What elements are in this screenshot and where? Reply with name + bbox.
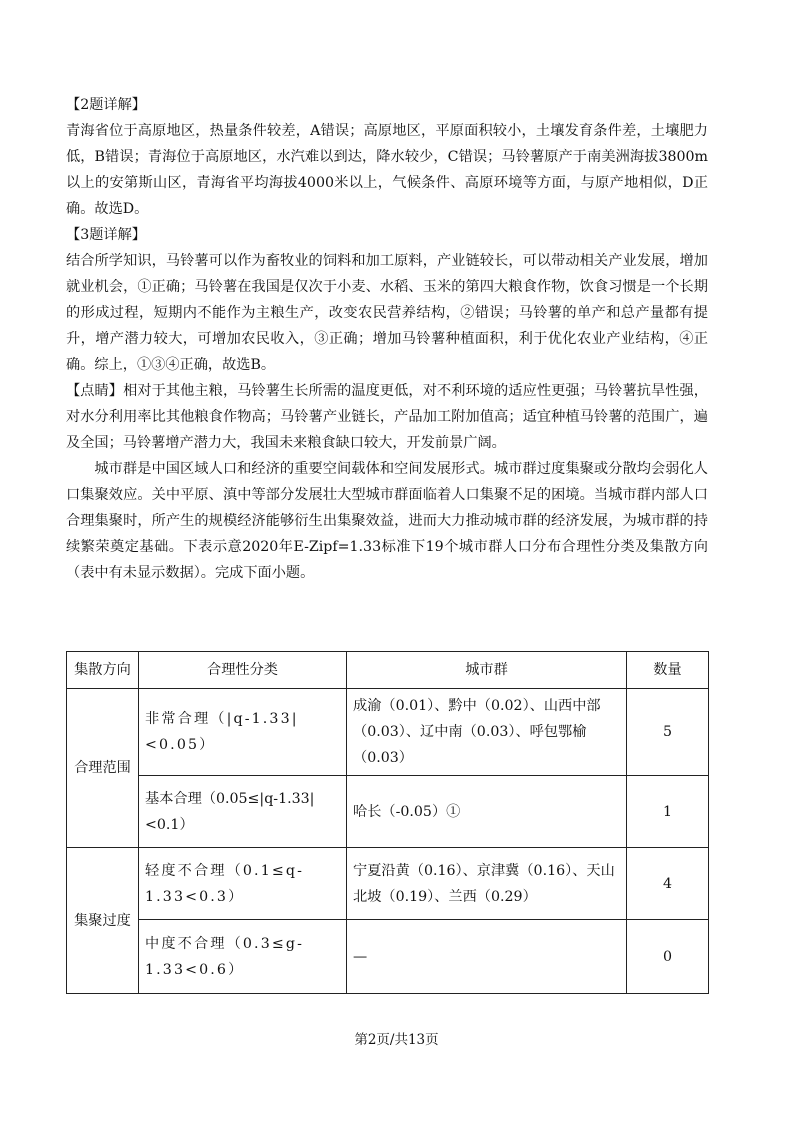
section-paragraph-3: 结合所学知识，马铃薯可以作为畜牧业的饲料和加工原料，产业链较长，可以带动相关产业发展，增加就业机会，①正确；马铃薯在我国是仅次于小麦、水稻、玉米的第四大粮食作物，饮食习惯是一个长期的形成过程，短期内不能作为主粮生产，改变农民营养结构，②错误；马铃薯的单产和总产量都有提升，增产潜力较大，可增加农民收入，③正确；增加马铃薯种植面积，利于优化农业产业结构，④正确。综上，①③④正确，故选B。 [66,253,708,373]
table-row [67,776,709,848]
city-cluster-table [66,651,709,994]
cities-cell: 成渝（0.01）、黔中（0.02）、山西中部（0.03）、辽中南（0.03）、呼包鄂榆（0.03） [347,689,627,776]
note-text: 相对于其他主粮，马铃薯生长所需的温度更低，对不利环境的适应性更强；马铃薯抗旱性强，对水分利用率比其他粮食作物高；马铃薯产业链长，产品加工附加值高；适宜种植马铃薯的范围广，遍及全国；马铃薯增产潜力大，我国未来粮食缺口较大，开发前景广阔。 [66,383,708,451]
page-number: 第2页/共13页 [354,1032,439,1048]
header-direction: 集散方向 [67,652,139,689]
table-row [67,689,709,776]
intro-paragraph: 城市群是中国区域人口和经济的重要空间载体和空间发展形式。城市群过度集聚或分散均会弱化人口集聚效应。关中平原、滇中等部分发展壮大型城市群面临着人口集聚不足的困境。当城市群内部人口合理集聚时，所产生的规模经济能够衍生出集聚效益，进而大力推动城市群的经济发展，为城市群的持续繁荣奠定基础。下表示意2020年E-Zipf=1.33标准下19个城市群人口分布合理性分类及集散方向（表中有未显示数据）。完成下面小题。 [66,461,708,581]
category-cell: 中度不合理（0.3≤g-1.33<0.6） [139,920,347,994]
count-cell: 4 [627,848,709,920]
count-cell: 1 [627,776,709,848]
header-count: 数量 [627,652,709,689]
header-cities: 城市群 [347,652,627,689]
direction-cell: 合理范围 [67,689,139,848]
count-cell: 5 [627,689,709,776]
direction-cell: 集聚过度 [67,848,139,994]
section-heading-3: 【3题详解】 [66,227,146,243]
section-paragraph-2: 青海省位于高原地区，热量条件较差，A错误；高原地区，平原面积较小，土壤发育条件差，土壤肥力低，B错误；青海位于高原地区，水汽难以到达，降水较少，C错误；马铃薯原产于南美洲海拔3800m以上的安第斯山区，青海省平均海拔4000米以上，气候条件、高原环境等方面，与原产地相似，D正确。故选D。 [66,123,708,217]
note-paragraph [66,378,708,456]
category-cell: 非常合理（|q-1.33|<0.05） [139,689,347,776]
page-body [66,92,708,586]
cities-cell: — [347,920,627,994]
cities-cell: 宁夏沿黄（0.16）、京津冀（0.16）、天山北坡（0.19）、兰西（0.29） [347,848,627,920]
table-row [67,848,709,920]
header-category: 合理性分类 [139,652,347,689]
category-cell: 轻度不合理（0.1≤q-1.33<0.3） [139,848,347,920]
count-cell: 0 [627,920,709,994]
category-cell: 基本合理（0.05≤|q-1.33|<0.1） [139,776,347,848]
table-row [67,920,709,994]
cities-cell: 哈长（-0.05）① [347,776,627,848]
table-header-row [67,652,709,689]
section-heading-2: 【2题详解】 [66,97,146,113]
note-label: 【点睛】 [66,383,124,399]
